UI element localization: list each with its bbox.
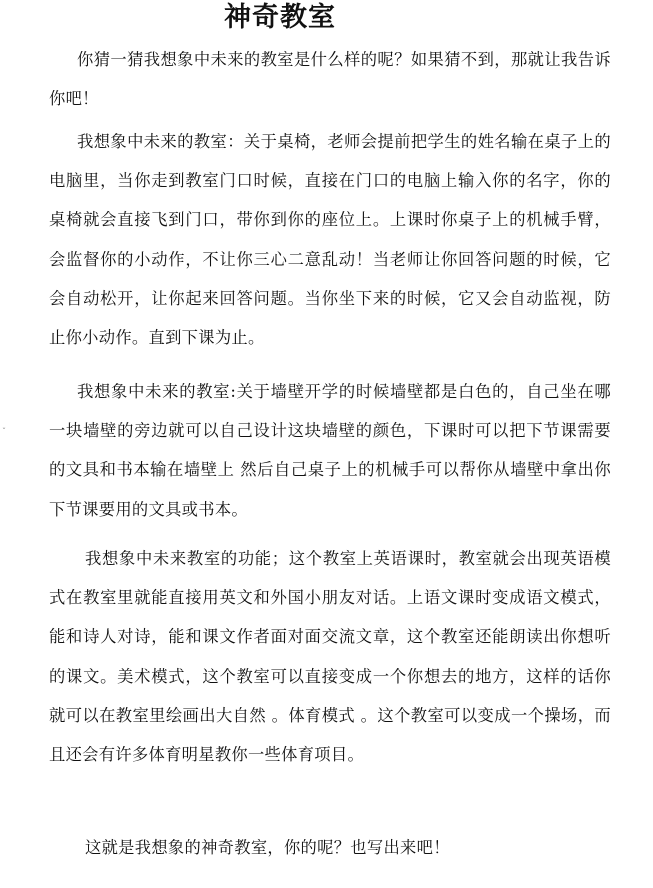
- margin-mark: ˇ: [2, 427, 6, 436]
- document-title: 神奇教室: [224, 2, 336, 33]
- paragraph-desks: 我想象中未来的教室：关于桌椅，老师会提前把学生的姓名输在桌子上的电脑里，当你走到教室门口时候，直接在门口的电脑上输入你的名字，你的桌椅就会直接飞到门口，带你到你的座位上。上课时你桌子上的机械手臂，会监督你的小动作，不让你三心二意乱动！当老师让你回答问题的时候，它会自动松开，让你起来回答问题。当你坐下来的时候，它又会自动监视，防止你小动作。直到下课为止。: [49, 132, 611, 348]
- paragraph-intro: 你猜一猜我想象中未来的教室是什么样的呢？如果猜不到，那就让我告诉你吧！: [49, 50, 611, 109]
- paragraph-functions: 我想象中未来教室的功能；这个教室上英语课时，教室就会出现英语模式在教室里就能直接用英文和外国小朋友对话。上语文课时变成语文模式，能和诗人对诗，能和课文作者面对面交流文章，这个教室还能朗读出你想听的课文。美术模式，这个教室可以直接变成一个你想去的地方，这样的话你就可以在教室里绘画出大自然 。体育模式 。这个教室可以变成一个操场，而且还会有许多体育明星教你一些体育项目。: [49, 549, 611, 765]
- paragraph-walls: 我想象中未来的教室:关于墙壁开学的时候墙壁都是白色的，自己坐在哪一块墙壁的旁边就可以自己设计这块墙壁的颜色，下课时可以把下节课需要的文具和书本输在墙壁上 然后自己桌子上的机械手可以帮你从墙壁中拿出你下节课要用的文具或书本。: [49, 382, 611, 519]
- paragraph-conclusion: 这就是我想象的神奇教室，你的呢？也写出来吧！: [85, 838, 450, 857]
